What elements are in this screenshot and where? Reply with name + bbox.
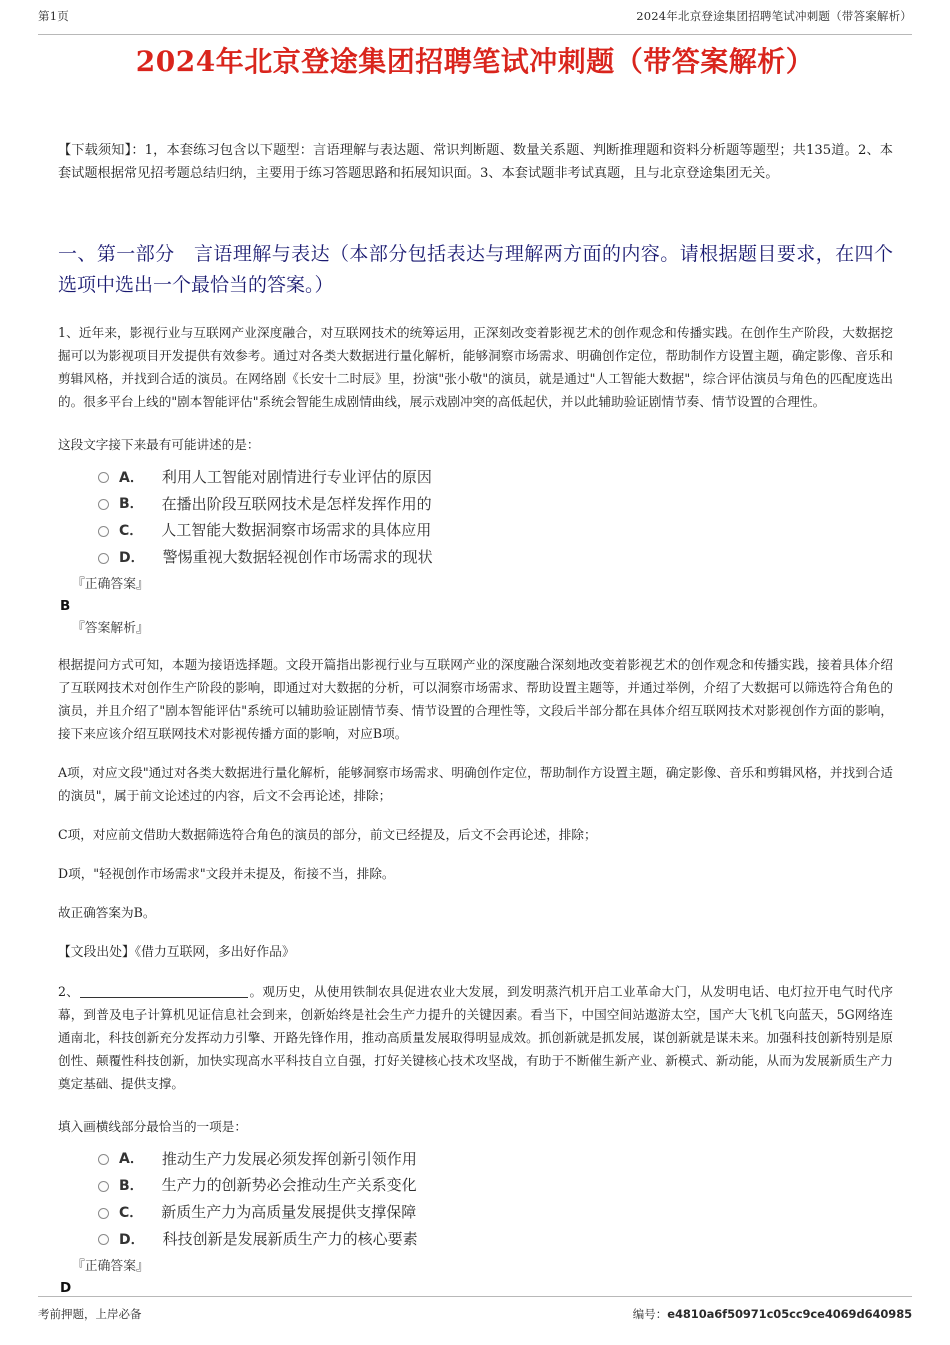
option-letter: C． <box>119 523 144 540</box>
question-1-analysis-p3: C项，对应前文借助大数据筛选符合角色的演员的部分，前文已经提及，后文不会再论述，排除； <box>58 826 597 842</box>
radio-button-icon[interactable] <box>98 1208 109 1219</box>
section-heading: 一、第一部分 言语理解与表达（本部分包括表达与理解两方面的内容。请根据题目要求，在四个选项中选出一个最恰当的答案。） <box>58 243 893 296</box>
option-letter: B． <box>119 496 144 513</box>
question-1-answer-value: B <box>60 598 71 615</box>
option-c[interactable] <box>98 1200 893 1227</box>
question-1-number: 1、 <box>58 325 79 341</box>
question-1-source: 【文段出处】《借力互联网，多出好作品》 <box>58 944 295 960</box>
option-letter: B． <box>119 1178 144 1195</box>
question-2-stem <box>58 981 893 1096</box>
question-1-stem-text: 近年来，影视行业与互联网产业深度融合，对互联网技术的统筹运用，正深刻改变着影视艺术的创作观念和传播实践。在创作生产阶段，大数据挖掘可以为影视项目开发提供有效参考。通过对各类大数据进行量化解析，能够洞察市场需求、明确创作定位，帮助制作方设置主题，确定影像、音乐和剪辑风格，并找到合适的演员。在网络剧《长安十二时辰》里，扮演"张小敬"的演员，就是通过"人工智能大数据"，综合评估演员与角色的匹配度选出的。很多平台上线的"剧本智能评估"系统会智能生成剧情曲线，展示戏剧冲突的高低起伏，并以此辅助验证剧情节奏、情节设置的合理性。 <box>58 325 894 409</box>
option-text: 警惕重视大数据轻视创作市场需求的现状 <box>162 548 433 567</box>
option-text: 推动生产力发展必须发挥创新引领作用 <box>161 1149 417 1168</box>
radio-button-icon[interactable] <box>98 472 109 483</box>
option-letter: D． <box>119 549 145 566</box>
running-title: 2024年北京登途集团招聘笔试冲刺题（带答案解析） <box>636 9 912 23</box>
option-text: 生产力的创新势必会推动生产关系变化 <box>161 1176 417 1195</box>
option-text: 科技创新是发展新质生产力的核心要素 <box>162 1229 418 1248</box>
question-1-prompt: 这段文字接下来最有可能讲述的是： <box>58 436 260 452</box>
option-text: 在播出阶段互联网技术是怎样发挥作用的 <box>161 494 432 513</box>
question-1-stem <box>58 322 893 414</box>
option-text: 人工智能大数据洞察市场需求的具体应用 <box>161 521 432 540</box>
download-notice: 【下载须知】：1，本套练习包含以下题型：言语理解与表达题、常识判断题、数量关系题、判断推理题和资料分析题等题型；共135道。2、本套试题根据常见招考题总结归纳，主要用于练习答题思路和拓展知识面。3、本套试题非考试真题，且与北京登途集团无关。 <box>58 143 893 181</box>
option-letter: C． <box>119 1204 144 1221</box>
question-2-answer-value: D <box>60 1280 72 1297</box>
question-2-number: 2、 <box>58 984 80 999</box>
question-1-answer-label: 『正确答案』 <box>72 577 149 593</box>
fill-in-blank[interactable] <box>80 985 248 998</box>
footer-code-value: e4810a6f50971c05cc9ce4069d640985 <box>667 1307 912 1321</box>
option-letter: A． <box>119 469 144 486</box>
option-b[interactable] <box>98 1173 893 1200</box>
option-letter: A． <box>119 1151 144 1168</box>
radio-button-icon[interactable] <box>98 1234 109 1245</box>
option-b[interactable] <box>98 491 893 518</box>
radio-button-icon[interactable] <box>98 553 109 564</box>
radio-button-icon[interactable] <box>98 499 109 510</box>
running-footer <box>38 1296 912 1327</box>
footer-code-group <box>633 1306 912 1322</box>
footer-slogan: 考前押题，上岸必备 <box>38 1307 142 1321</box>
option-a[interactable] <box>98 464 893 491</box>
running-header <box>38 8 912 35</box>
question-2-stem-text: 。观历史，从使用铁制农具促进农业大发展，到发明蒸汽机开启工业革命大门，从发明电话、电灯拉开电气时代序幕，到普及电子计算机见证信息社会到来，创新始终是社会生产力提升的关键因素。看当下，中国空间站遨游太空，国产大飞机飞向蓝天，5G网络连通南北，科技创新充分发挥动力引擎、开路先锋作用，推动高质量发展取得明显成效。抓创新就是抓发展，谋创新就是谋未来。加强科技创新特别是原创性、颠覆性科技创新，加快实现高水平科技自立自强，打好关键核心技术攻坚战，有助于不断催生新产业、新模式、新动能，从而为发展新质生产力奠定基础、提供支撑。 <box>58 984 893 1091</box>
question-1-analysis-p4: D项，"轻视创作市场需求"文段并未提及，衔接不当，排除。 <box>58 865 395 881</box>
footer-code-label: 编号： <box>632 1307 668 1321</box>
question-2-options <box>58 1146 893 1253</box>
question-2-answer-label: 『正确答案』 <box>72 1259 149 1275</box>
question-1-options <box>58 464 893 571</box>
option-text: 利用人工智能对剧情进行专业评估的原因 <box>161 467 432 486</box>
question-1-analysis-p2: A项，对应文段"通过对各类大数据进行量化解析，能够洞察市场需求、明确创作定位，帮助制作方设置主题，确定影像、音乐和剪辑风格，并找到合适的演员"，属于前文论述过的内容，后文不会再论述，排除； <box>58 765 893 803</box>
question-1-analysis-p1: 根据提问方式可知，本题为接语选择题。文段开篇指出影视行业与互联网产业的深度融合深刻地改变着影视艺术的创作观念和传播实践，接着具体介绍了互联网技术对创作生产阶段的影响，即通过对大数据的分析，可以洞察市场需求、帮助设置主题等，并通过举例，介绍了大数据可以筛选符合角色的演员，并且介绍了"剧本智能评估"系统可以辅助验证剧情节奏、情节设置的合理性等，文段后半部分都在具体介绍互联网技术对影视创作方面的影响，接下来应该介绍互联网技术对影视传播方面的影响，对应B项。 <box>58 657 893 742</box>
radio-button-icon[interactable] <box>98 526 109 537</box>
option-a[interactable] <box>98 1146 893 1173</box>
question-2-prompt: 填入画横线部分最恰当的一项是： <box>58 1118 247 1134</box>
document-content <box>58 140 893 1298</box>
option-c[interactable] <box>98 518 893 545</box>
option-text: 新质生产力为高质量发展提供支撑保障 <box>161 1203 417 1222</box>
page-number-label: 第1页 <box>38 9 69 23</box>
question-1-analysis-p5: 故正确答案为B。 <box>58 904 156 920</box>
page-title: 2024年北京登途集团招聘笔试冲刺题（带答案解析） <box>135 45 815 78</box>
radio-button-icon[interactable] <box>98 1154 109 1165</box>
option-d[interactable] <box>98 545 893 572</box>
option-letter: D． <box>119 1231 145 1248</box>
option-d[interactable] <box>98 1226 893 1253</box>
radio-button-icon[interactable] <box>98 1181 109 1192</box>
question-1-analysis-label: 『答案解析』 <box>72 620 149 636</box>
